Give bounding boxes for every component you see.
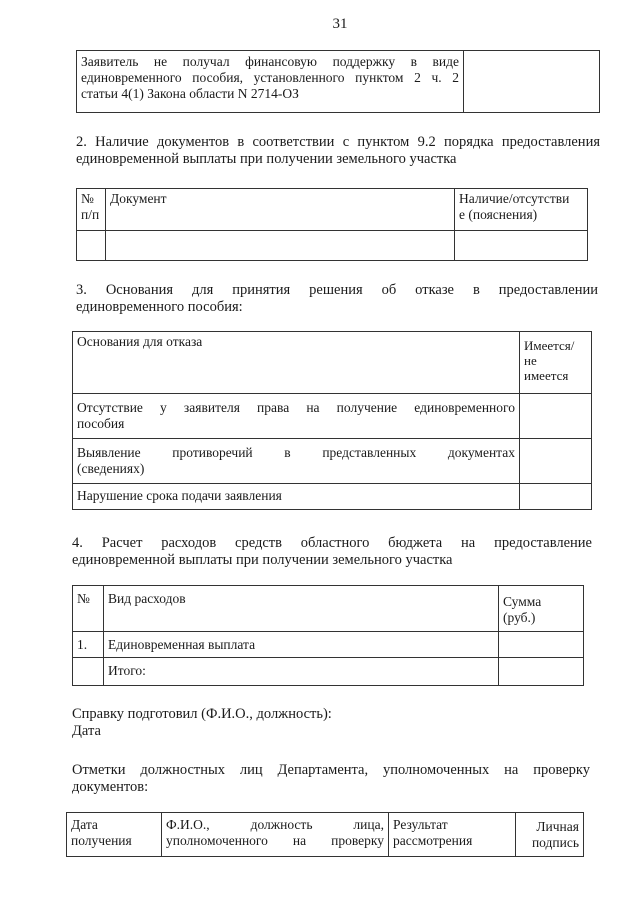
refusal-mark-cell xyxy=(520,484,592,510)
reason-text: Отсутствие у заявителя права на получение единовременного xyxy=(77,400,515,415)
section-4-line: 4. Расчет расходов средств областного бюджета на предоставление xyxy=(72,535,592,551)
header-text: Наличие/отсутстви xyxy=(459,191,570,206)
marks-header-signature xyxy=(516,813,584,857)
header-text: Результат xyxy=(393,817,448,832)
header-text: рассмотрения xyxy=(393,833,473,848)
documents-cell xyxy=(106,231,455,261)
refusal-header-presence xyxy=(520,332,592,394)
section-4-heading xyxy=(72,535,592,569)
prepared-by-line: Справку подготовил (Ф.И.О., должность): xyxy=(72,706,332,722)
expense-row-num: 1. xyxy=(73,632,104,658)
header-text: Сумма xyxy=(503,594,542,609)
refusal-reasons-table xyxy=(72,331,592,510)
refusal-reason-row xyxy=(73,394,520,439)
expenses-header-type: Вид расходов xyxy=(104,586,499,632)
refusal-mark-cell xyxy=(520,394,592,439)
documents-cell xyxy=(455,231,588,261)
header-text: подпись xyxy=(531,835,579,850)
documents-header-num xyxy=(77,189,106,231)
expenses-header-num: № xyxy=(73,586,104,632)
marks-header-fio xyxy=(162,813,389,857)
header-text: Ф.И.О., должность лица, xyxy=(166,817,384,832)
statement-line: Заявитель не получал финансовую поддержку в виде xyxy=(81,54,459,69)
date-line: Дата xyxy=(72,723,101,739)
section-3-line: единовременного пособия: xyxy=(76,299,243,315)
expenses-header-sum xyxy=(499,586,584,632)
section-4-line: единовременной выплаты при получении земельного участка xyxy=(72,552,453,568)
section-2-line: 2. Наличие документов в соответствии с пунктом 9.2 порядка предоставления xyxy=(76,134,600,150)
expense-row-type: Единовременная выплата xyxy=(104,632,499,658)
refusal-reason-row xyxy=(73,439,520,484)
marks-header-result xyxy=(389,813,516,857)
statement-line: статьи 4(1) Закона области N 2714-ОЗ xyxy=(81,86,299,101)
expense-row-sum xyxy=(499,658,584,686)
header-text: п/п xyxy=(81,207,100,222)
header-text: уполномоченного на проверку xyxy=(166,833,384,848)
marks-line: документов: xyxy=(72,779,149,795)
expense-row-type: Итого: xyxy=(104,658,499,686)
documents-cell xyxy=(77,231,106,261)
officials-marks-table xyxy=(66,812,584,857)
section-2-line: единовременной выплаты при получении земельного участка xyxy=(76,151,457,167)
reason-text: пособия xyxy=(77,416,125,431)
refusal-mark-cell xyxy=(520,439,592,484)
section-2-heading xyxy=(76,134,600,168)
financial-support-mark-cell xyxy=(464,51,600,113)
header-text: е (пояснения) xyxy=(459,207,538,222)
header-text: Личная xyxy=(536,819,579,834)
header-text: имеется xyxy=(524,368,569,383)
financial-support-table xyxy=(76,50,600,113)
page-number: 31 xyxy=(332,16,348,32)
header-text: (руб.) xyxy=(503,610,536,625)
header-text: № xyxy=(81,191,94,206)
section-3-line: 3. Основания для принятия решения об отказе в предоставлении xyxy=(76,282,598,298)
marks-header-date xyxy=(67,813,162,857)
statement-line: единовременного пособия, установленного пунктом 2 ч. 2 xyxy=(81,70,459,85)
documents-header-presence xyxy=(455,189,588,231)
documents-header-doc: Документ xyxy=(106,189,455,231)
refusal-header-reason: Основания для отказа xyxy=(73,332,520,394)
marks-line: Отметки должностных лиц Департамента, уполномоченных на проверку xyxy=(72,762,590,778)
expenses-table xyxy=(72,585,584,686)
header-text: Дата xyxy=(71,817,98,832)
header-text: Имеется/ xyxy=(524,338,575,353)
expense-row-sum xyxy=(499,632,584,658)
financial-support-statement xyxy=(77,51,464,113)
reason-text: Выявление противоречий в представленных документах xyxy=(77,445,515,460)
prepared-by-block xyxy=(72,706,592,740)
reason-text: (сведениях) xyxy=(77,461,145,476)
marks-heading xyxy=(72,762,590,796)
documents-table xyxy=(76,188,588,261)
section-3-heading xyxy=(76,282,598,316)
header-text: не xyxy=(524,353,537,368)
header-text: получения xyxy=(71,833,132,848)
refusal-reason-row: Нарушение срока подачи заявления xyxy=(73,484,520,510)
expense-row-num xyxy=(73,658,104,686)
